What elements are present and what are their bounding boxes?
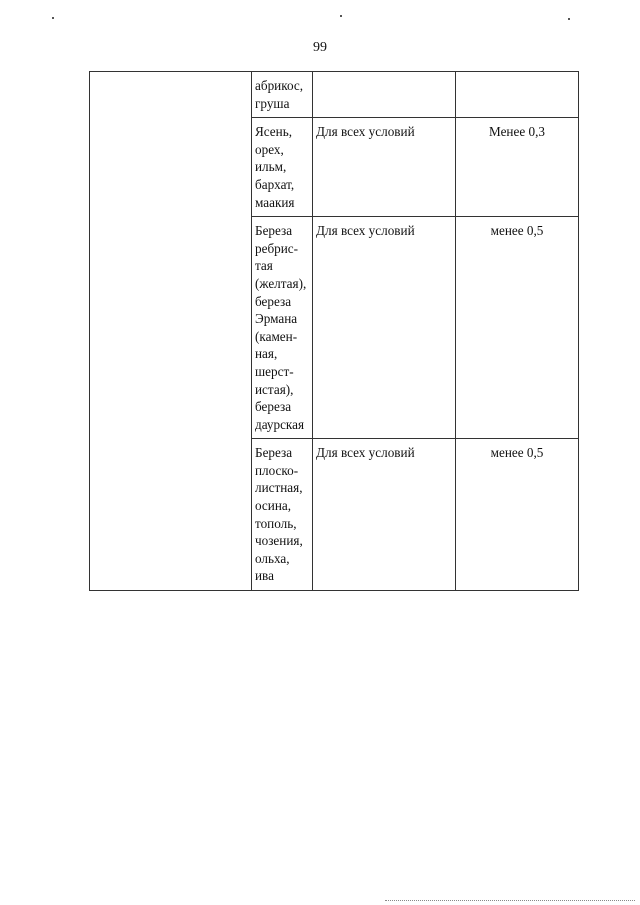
condition-cell: Для всех условий (313, 439, 456, 591)
value-cell (456, 72, 579, 118)
scan-speck (340, 15, 342, 17)
condition-cell (313, 72, 456, 118)
table-row (90, 72, 579, 118)
table-cell-merged (90, 72, 252, 591)
species-table (89, 71, 579, 591)
value-cell: менее 0,5 (456, 439, 579, 591)
species-cell: Береза плоско- листная, осина, тополь, чозения, ольха, ива (252, 439, 313, 591)
value-cell: менее 0,5 (456, 217, 579, 439)
species-cell: абрикос, груша (252, 72, 313, 118)
condition-cell: Для всех условий (313, 118, 456, 217)
species-cell: Береза ребрис- тая (желтая), береза Эрмана (камен- ная, шерст- истая), береза даурская (252, 217, 313, 439)
scan-speck (52, 17, 54, 19)
page-number: 99 (313, 40, 327, 55)
value-cell: Менее 0,3 (456, 118, 579, 217)
scan-artifact-line (385, 900, 635, 901)
condition-cell: Для всех условий (313, 217, 456, 439)
species-cell: Ясень, орех, ильм, бархат, маакия (252, 118, 313, 217)
scan-speck (568, 18, 570, 20)
